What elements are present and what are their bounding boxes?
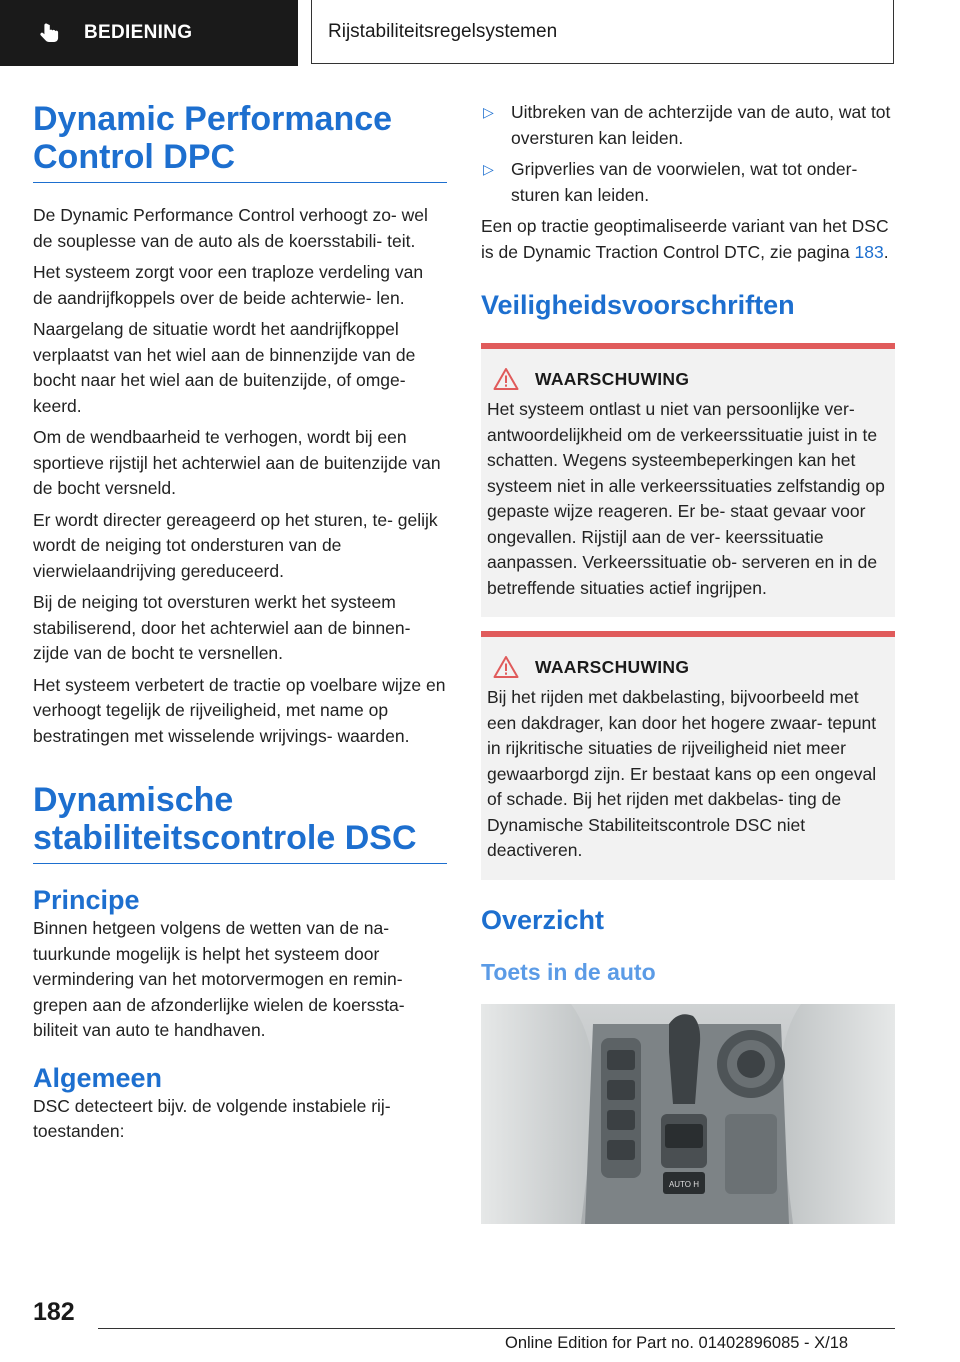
list-item bbox=[481, 100, 895, 151]
page-number: 182 bbox=[33, 1298, 75, 1326]
edition-note: Online Edition for Part no. 01402896085 - X/18 bbox=[505, 1334, 849, 1352]
center-console-illustration bbox=[481, 1004, 895, 1224]
hand-pointer-icon bbox=[38, 21, 62, 45]
algemeen-heading: Algemeen bbox=[33, 1062, 163, 1093]
dpc-paragraph: De Dynamic Performance Control verhoogt zo‐ wel de souplesse van de auto als de koersstabili‐ teit. bbox=[33, 205, 428, 251]
overzicht-heading: Overzicht bbox=[481, 904, 605, 935]
dpc-heading bbox=[33, 100, 447, 183]
warning-box bbox=[481, 631, 895, 880]
center-console-photo bbox=[481, 1004, 895, 1224]
page-183-link[interactable]: 183 bbox=[854, 241, 884, 262]
list-item-text: Gripverlies van de voorwielen, wat tot onder‐ sturen kan leiden. bbox=[511, 159, 858, 205]
warning-header bbox=[493, 367, 887, 391]
footer-divider bbox=[98, 1328, 895, 1329]
dpc-paragraph: Er wordt directer gereageerd op het sturen, te‐ gelijk wordt de neiging tot ondersturen van de vierwielaandrijving gereduceerd. bbox=[33, 509, 438, 581]
left-column bbox=[33, 100, 447, 1145]
chapter-tab[interactable] bbox=[0, 0, 298, 66]
right-column bbox=[481, 100, 895, 1224]
warning-text: Bij het rijden met dakbelasting, bijvoorbeeld met een dakdrager, kan door het hogere zwaar‐ tepunt in rijkritische situaties de rijveiligheid niet meer gewaarborgd zijn. Er bestaat kans op een ongeval of schade. Bij het rijden met dakbelas‐ ting de Dynamische Stabiliteitscontrole DSC niet deactiveren. bbox=[487, 687, 877, 860]
dpc-paragraph: Naargelang de situatie wordt het aandrijfkoppel verplaatst van het wiel aan de binnenzijde van de bocht naar het wiel aan de buitenzijde, of omge‐ keerd. bbox=[33, 319, 416, 416]
toets-heading: Toets in de auto bbox=[481, 958, 656, 985]
dpc-paragraph: Bij de neiging tot oversturen werkt het systeem stabiliserend, door het achterwiel aan de binnen‐ zijde van de bocht te versnellen. bbox=[33, 592, 411, 663]
dpc-paragraph: Het systeem zorgt voor een traploze verdeling van de aandrijfkoppels over de beide achterwie‐ len. bbox=[33, 262, 424, 308]
auto-hold-button-label: AUTO H bbox=[668, 1179, 700, 1189]
warning-label: WAARSCHUWING bbox=[535, 656, 690, 677]
triangle-bullet-icon: ▷ bbox=[483, 104, 494, 120]
principe-heading: Principe bbox=[33, 885, 140, 915]
warning-header bbox=[493, 655, 887, 679]
dpc-paragraph: Het systeem verbetert de tractie op voelbare wijze en verhoogt tegelijk de rijveiligheid, met name op bestratingen met wisselende wrijvings‐ waarden. bbox=[33, 674, 446, 746]
dpc-paragraph: Om de wendbaarheid te verhogen, wordt bij een sportieve rijstijl het achterwiel aan de buitenzijde van de bocht versneld. bbox=[33, 427, 441, 498]
list-item bbox=[481, 157, 895, 208]
algemeen-paragraph: DSC detecteert bijv. de volgende instabiele rij‐ toestanden: bbox=[33, 1095, 391, 1141]
dtc-paragraph bbox=[481, 214, 895, 265]
warning-label: WAARSCHUWING bbox=[535, 368, 690, 389]
warning-triangle-icon bbox=[493, 367, 519, 391]
warning-box bbox=[481, 343, 895, 617]
dsc-heading-line2: stabiliteitscontrole DSC bbox=[33, 819, 417, 857]
principe-paragraph: Binnen hetgeen volgens de wetten van de na‐ tuurkunde mogelijk is helpt het systeem door vermindering van het motorvermogen en remin‐ grepen aan de afzonderlijke wielen de koerssta‐ biliteit van auto te handhaven. bbox=[33, 918, 405, 1040]
safety-heading: Veiligheidsvoorschriften bbox=[481, 290, 795, 320]
triangle-bullet-icon: ▷ bbox=[483, 161, 494, 177]
chapter-tab-label: BEDIENING bbox=[84, 22, 193, 43]
dsc-heading-line1: Dynamische bbox=[33, 781, 234, 819]
dtc-text-end: . bbox=[883, 241, 889, 262]
dpc-heading-line1: Dynamic Performance bbox=[33, 100, 393, 138]
warning-triangle-icon bbox=[493, 655, 519, 679]
list-item-text: Uitbreken van de achterzijde van de auto, wat tot oversturen kan leiden. bbox=[511, 102, 891, 148]
dpc-heading-line2: Control DPC bbox=[33, 138, 236, 176]
section-title: Rijstabiliteitsregelsystemen bbox=[311, 0, 894, 64]
dsc-heading bbox=[33, 781, 447, 864]
dtc-text: Een op tractie geoptimaliseerde variant van het DSC is de Dynamic Traction Control DTC, zie pagina bbox=[481, 216, 889, 262]
warning-text: Het systeem ontlast u niet van persoonlijke ver‐ antwoordelijkheid om de verkeerssituatie juist in te schatten. Wegens systeembeperkingen kan het systeem niet in alle verkeerssituaties zelfstandig op gepaste wijze reageren. Er be‐ staat gevaar voor ongevallen. Rijstijl aan de ver‐ keerssituatie aanpassen. Verkeerssituatie ob‐ serveren en in de betreffende situaties actief ingrijpen. bbox=[487, 399, 885, 598]
